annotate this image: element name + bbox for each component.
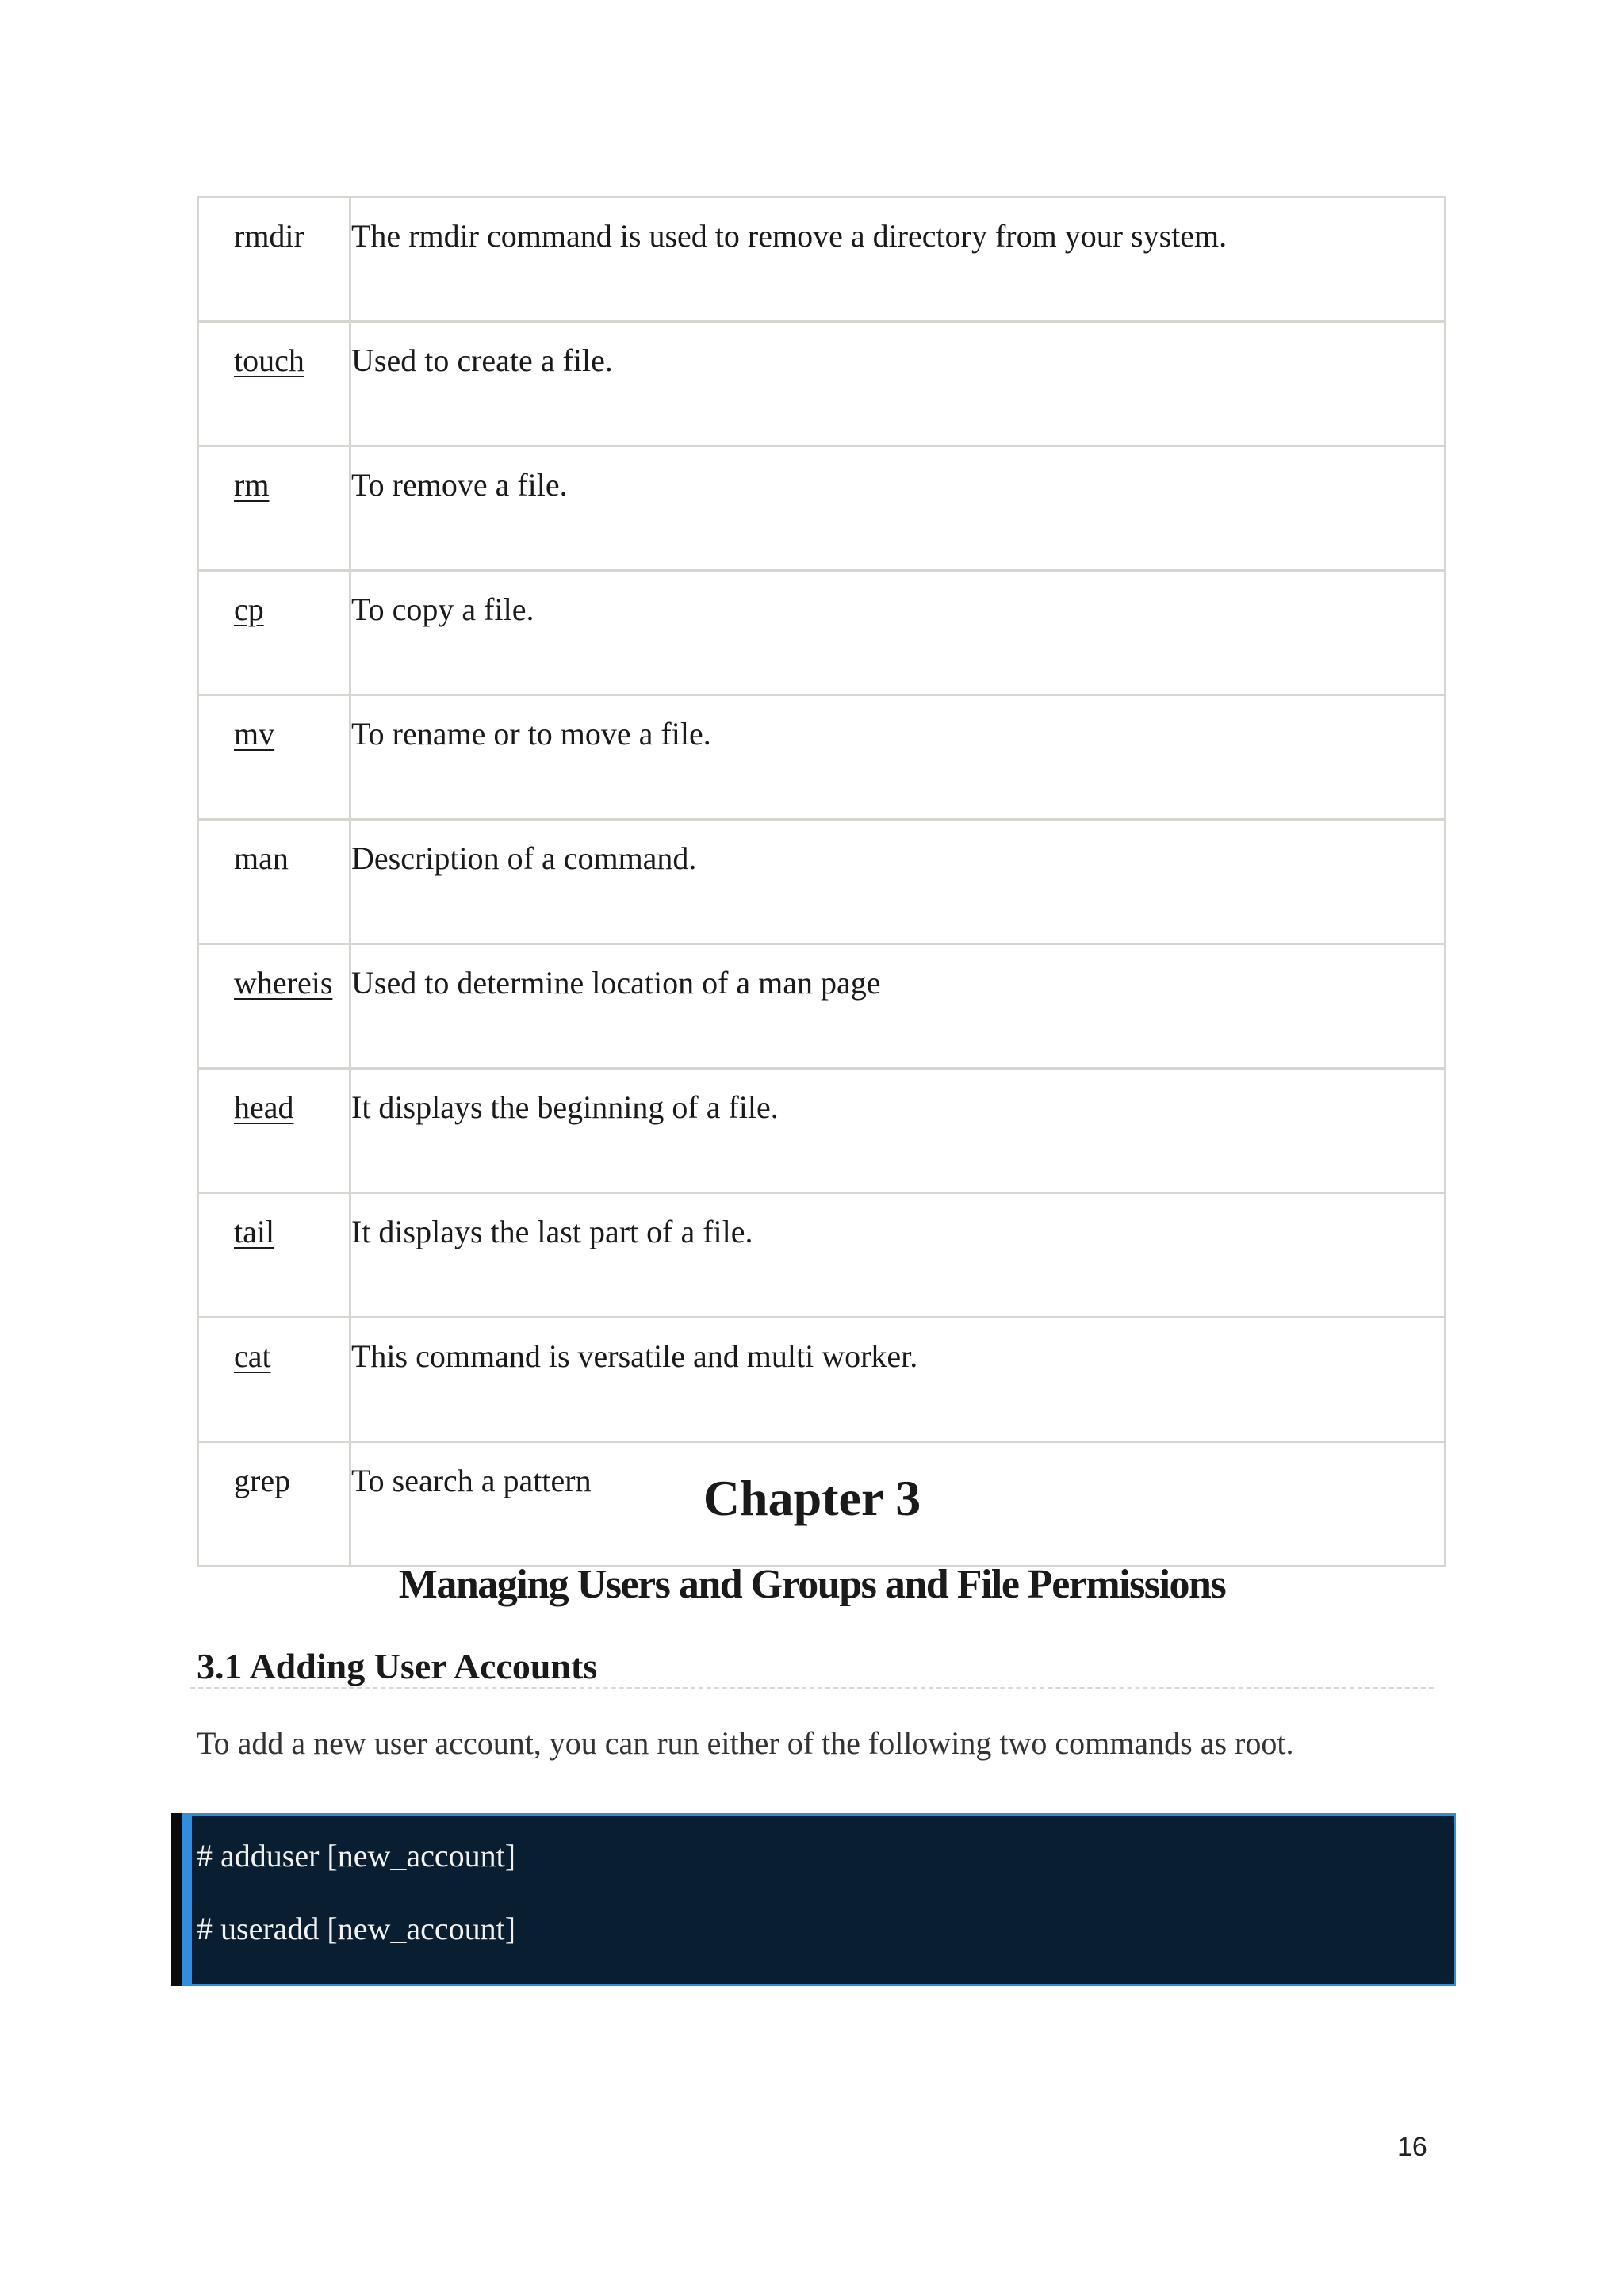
command-description: Used to determine location of a man page [351, 965, 881, 1001]
command-name: cp [234, 591, 264, 627]
command-description: To search a pattern [351, 1463, 592, 1498]
code-block-accent-bar [182, 1813, 192, 1986]
command-name: grep [234, 1463, 291, 1498]
command-name-cell [198, 322, 350, 446]
command-description-cell [350, 446, 1446, 571]
command-name-cell [198, 695, 350, 820]
command-name: touch [234, 342, 304, 378]
command-description: The rmdir command is used to remove a directory from your system. [351, 218, 1228, 254]
command-name: tail [234, 1214, 275, 1249]
command-description: Used to create a file. [351, 342, 613, 378]
command-name: mv [234, 716, 275, 752]
command-description-cell [350, 322, 1446, 446]
command-description-cell [350, 820, 1446, 944]
command-description: To rename or to move a file. [351, 716, 711, 752]
command-description: This command is versatile and multi worker. [351, 1338, 918, 1374]
command-name-cell [198, 197, 350, 322]
table-row [198, 820, 1446, 944]
section-paragraph: To add a new user account, you can run either of the following two commands as root. [197, 1725, 1294, 1761]
chapter-subtitle: Managing Users and Groups and File Permissions [398, 1562, 1226, 1607]
section-divider [190, 1687, 1434, 1689]
command-name-cell [198, 820, 350, 944]
code-line-adduser: # adduser [new_account] [197, 1838, 516, 1873]
command-description: It displays the beginning of a file. [351, 1089, 779, 1125]
command-description: To remove a file. [351, 467, 568, 503]
table-row [198, 1069, 1446, 1193]
command-name-cell [198, 446, 350, 571]
command-description-cell [350, 197, 1446, 322]
command-name: rmdir [234, 218, 304, 254]
command-table-body [198, 197, 1446, 1567]
command-name: head [234, 1089, 294, 1125]
command-description-cell [350, 944, 1446, 1069]
table-row [198, 571, 1446, 695]
command-description: It displays the last part of a file. [351, 1214, 753, 1249]
command-name-cell [198, 1069, 350, 1193]
command-description: Description of a command. [351, 840, 697, 876]
code-line-useradd: # useradd [new_account] [197, 1911, 516, 1946]
command-name: whereis [234, 965, 333, 1001]
page-number: 16 [1397, 2132, 1427, 2162]
chapter-title: Chapter 3 [703, 1470, 921, 1526]
command-name-cell [198, 1318, 350, 1442]
section-heading: 3.1 Adding User Accounts [197, 1646, 598, 1686]
command-description-cell [350, 695, 1446, 820]
table-row [198, 1318, 1446, 1442]
command-description: To copy a file. [351, 591, 534, 627]
code-block-left-edge [171, 1813, 182, 1986]
command-name: cat [234, 1338, 271, 1374]
command-description-cell [350, 571, 1446, 695]
command-description-cell [350, 1318, 1446, 1442]
table-row [198, 944, 1446, 1069]
table-row [198, 197, 1446, 322]
table-row [198, 695, 1446, 820]
command-name: rm [234, 467, 270, 503]
table-row [198, 446, 1446, 571]
command-table [197, 196, 1446, 1567]
command-description-cell [350, 1069, 1446, 1193]
command-name-cell [198, 944, 350, 1069]
command-description-cell [350, 1193, 1446, 1318]
table-row [198, 322, 1446, 446]
table-row [198, 1193, 1446, 1318]
command-name-cell [198, 571, 350, 695]
command-name-cell [198, 1193, 350, 1318]
command-name: man [234, 840, 289, 876]
